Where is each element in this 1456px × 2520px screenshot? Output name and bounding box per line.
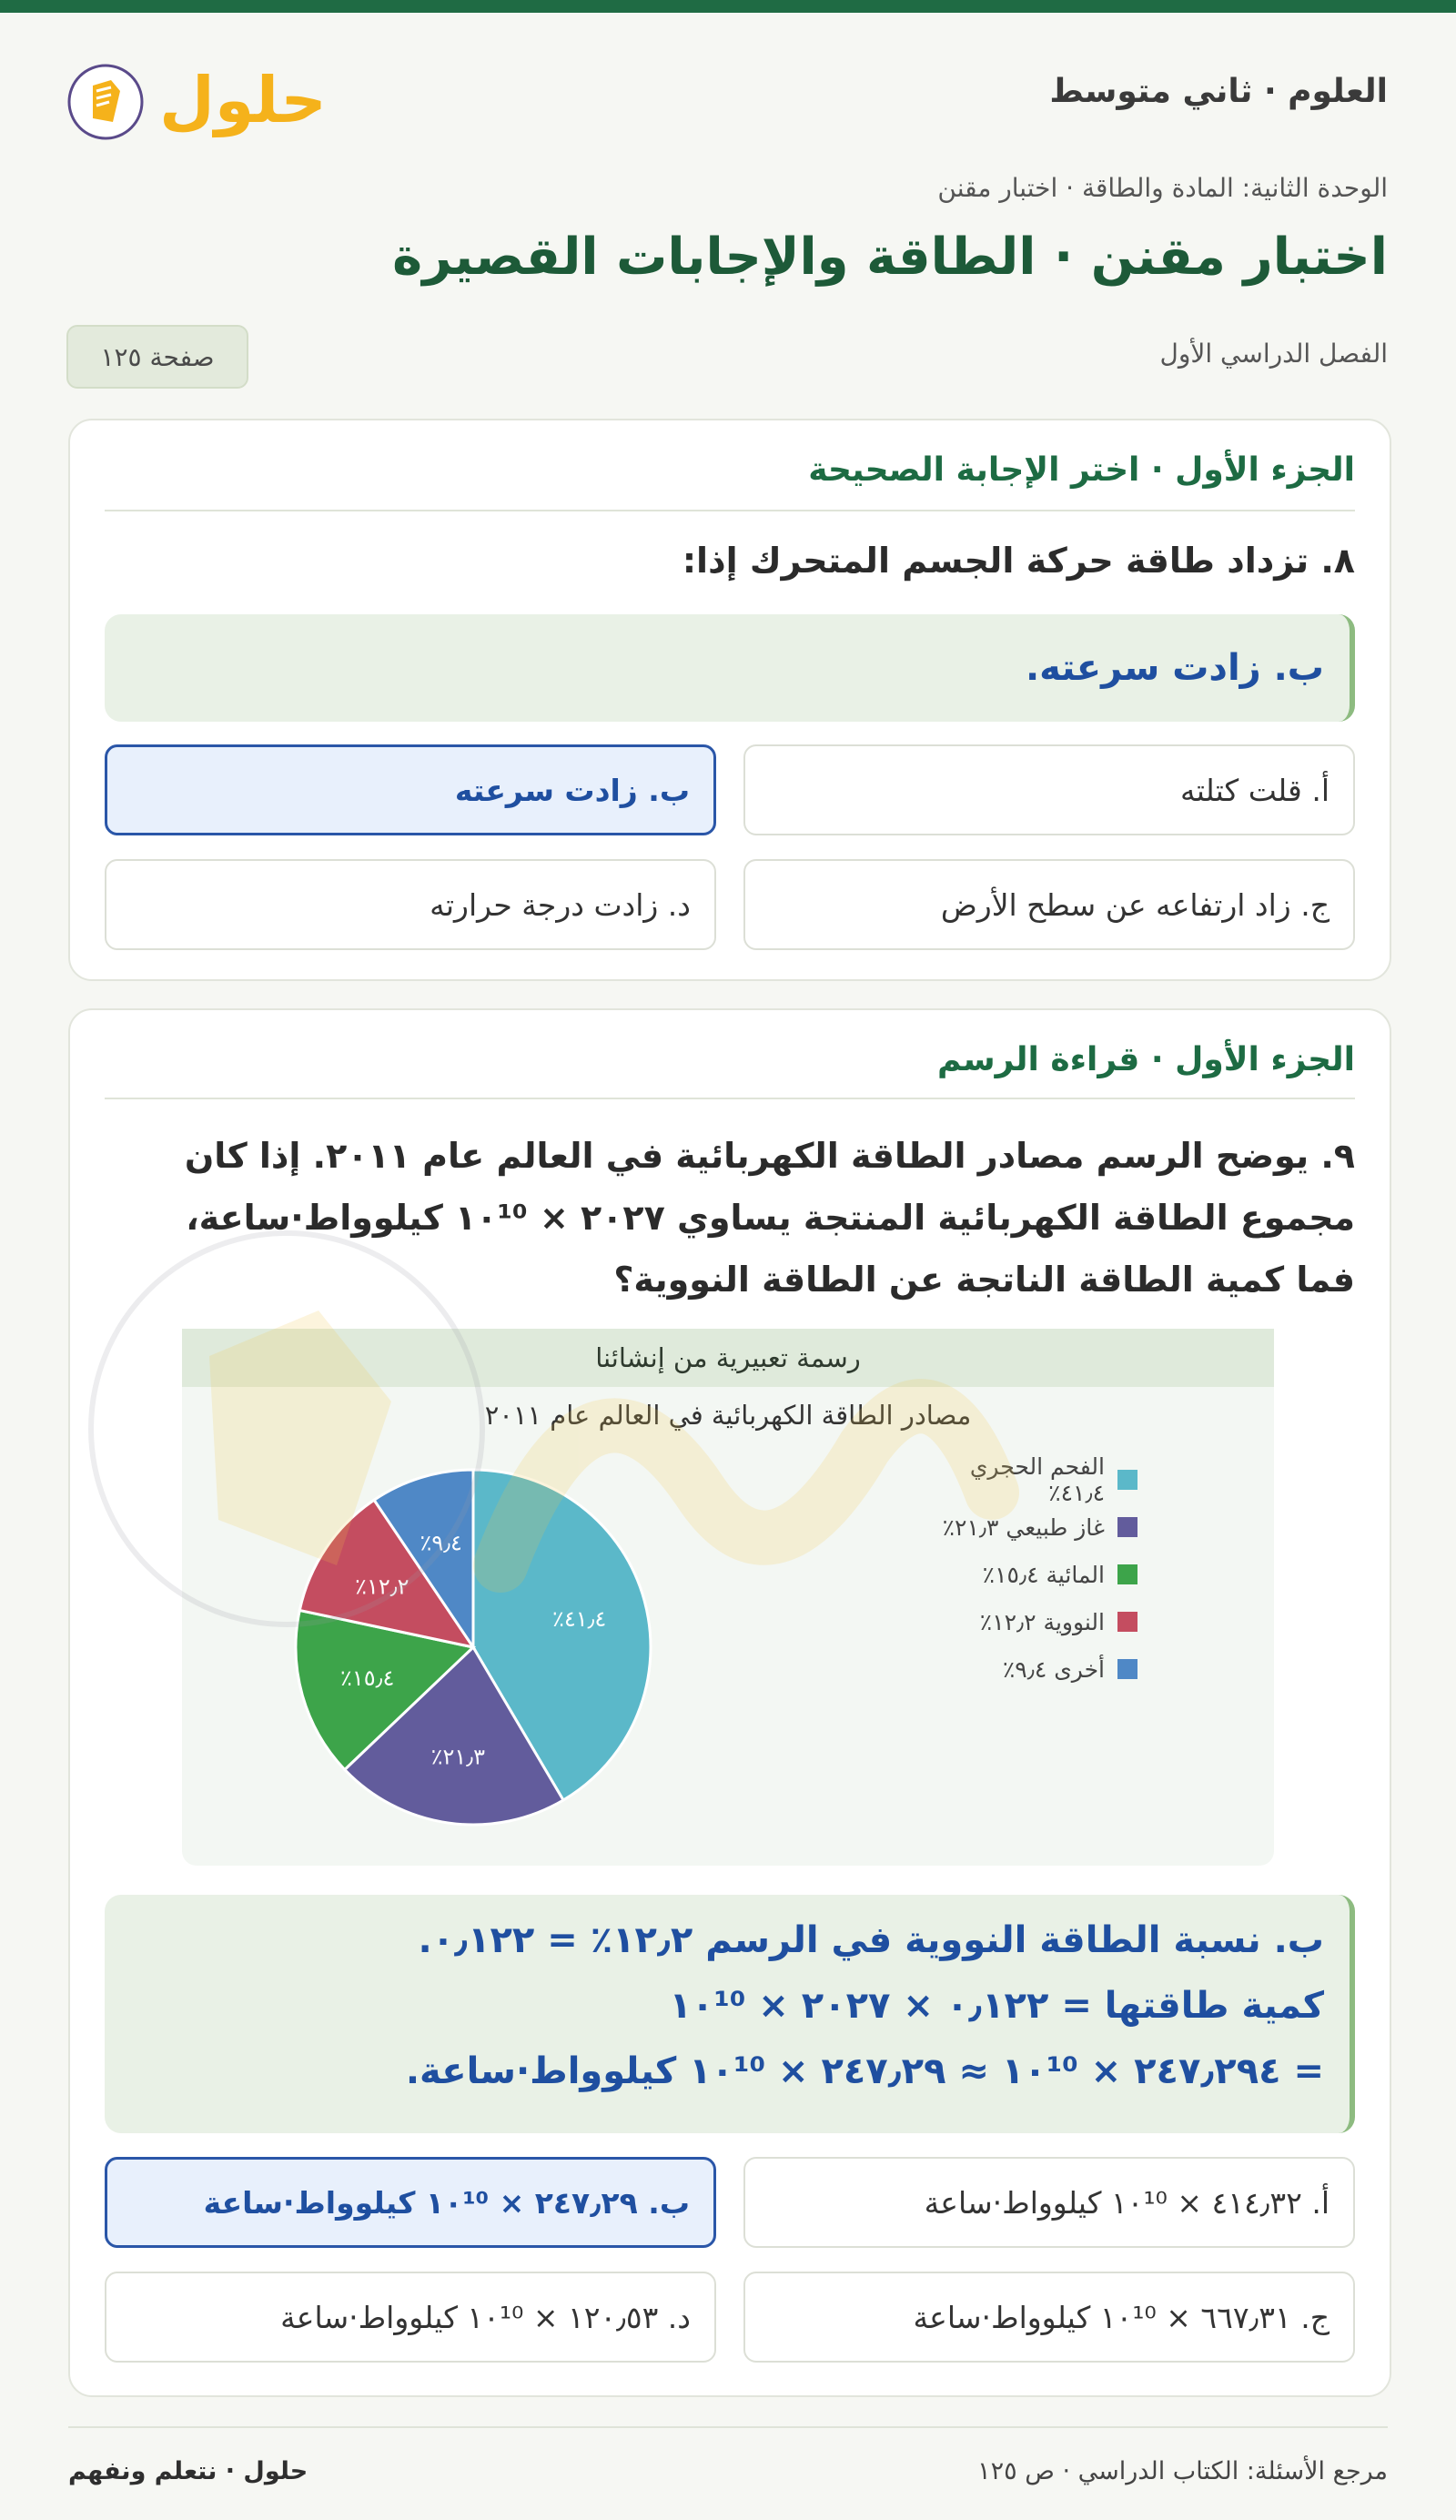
question-9-text [105, 1125, 1355, 1311]
logo[interactable] [66, 44, 327, 153]
slice-label: ١٥٫٤٪ [339, 1665, 395, 1691]
footer-reference: مرجع الأسئلة: الكتاب الدراسي · ص ١٢٥ [977, 2457, 1388, 2485]
subject-title: العلوم · ثاني متوسط [1049, 73, 1388, 110]
section-divider [105, 1098, 1355, 1099]
legend-item [937, 1551, 1138, 1598]
slice-label: ١٢٫٢٪ [355, 1574, 410, 1600]
question-8-text: ٨. تزداد طاقة حركة الجسم المتحرك إذا: [682, 541, 1355, 581]
legend-item [937, 1645, 1138, 1693]
legend-label: النووية ١٢٫٢٪ [979, 1608, 1105, 1635]
question-line: مجموع الطاقة الكهربائية المنتجة يساوي ٢٠٢٧ × ١٠¹⁰ كيلوواط·ساعة، [186, 1198, 1355, 1238]
footer-brand: حلول · نتعلم ونفهم [68, 2457, 308, 2485]
legend-swatch [1117, 1659, 1138, 1679]
legend-label: الفحم الحجري ٤١٫٤٪ [969, 1453, 1105, 1506]
legend-label: المائية ١٥٫٤٪ [982, 1561, 1105, 1588]
q8-option-d[interactable]: د. زادت درجة حرارته [105, 859, 716, 950]
legend-item [937, 1598, 1138, 1645]
logo-icon [66, 44, 327, 153]
legend-swatch [1117, 1517, 1138, 1537]
page-number-badge: صفحة ١٢٥ [66, 325, 248, 389]
q9-option-b[interactable]: ب. ٢٤٧٫٢٩ × ١٠¹⁰ كيلوواط·ساعة [105, 2157, 716, 2248]
page-title: اختبار مقنن · الطاقة والإجابات القصيرة [392, 228, 1388, 287]
footer-divider [68, 2426, 1388, 2428]
legend-label: غاز طبيعي ٢١٫٣٪ [942, 1513, 1105, 1541]
q8-option-c[interactable]: ج. زاد ارتفاعه عن سطح الأرض [743, 859, 1355, 950]
answer-line: كمية طاقتها = ٠٫١٢٢ × ٢٠٢٧ × ١٠¹⁰ [669, 1985, 1324, 2027]
question-8-card [68, 419, 1391, 981]
legend-swatch [1117, 1470, 1138, 1490]
svg-text:حلول: حلول [159, 63, 327, 137]
question-line: فما كمية الطاقة الناتجة عن الطاقة النووية؟ [613, 1260, 1355, 1300]
breadcrumb: الوحدة الثانية: المادة والطاقة · اختبار مقنن [937, 173, 1388, 203]
answer-line: ب. نسبة الطاقة النووية في الرسم ١٢٫٢٪ = ٠٫١٢٢. [418, 1919, 1324, 1961]
answer-line: = ٢٤٧٫٢٩٤ × ١٠¹⁰ ≈ ٢٤٧٫٢٩ × ١٠¹⁰ كيلوواط·ساعة. [405, 2050, 1324, 2092]
answer-text: ب. زادت سرعته. [1025, 647, 1324, 689]
q9-option-d[interactable]: د. ١٢٠٫٥٣ × ١٠¹⁰ كيلوواط·ساعة [105, 2272, 716, 2363]
pie-chart [182, 1329, 1274, 1866]
chart-title: مصادر الطاقة الكهربائية في العالم عام ٢٠١١ [484, 1400, 972, 1431]
q9-option-c[interactable]: ج. ٦٦٧٫٣١ × ١٠¹⁰ كيلوواط·ساعة [743, 2272, 1355, 2363]
slice-label: ٩٫٤٪ [420, 1530, 462, 1556]
q9-option-a[interactable]: أ. ٤١٤٫٣٢ × ١٠¹⁰ كيلوواط·ساعة [743, 2157, 1355, 2248]
top-accent-bar [0, 0, 1456, 13]
legend-item [937, 1503, 1138, 1551]
question-9-answer [105, 1895, 1355, 2133]
section-title-choice: الجزء الأول · اختر الإجابة الصحيحة [808, 451, 1355, 489]
question-8-answer [105, 614, 1355, 722]
slice-label: ٤١٫٤٪ [551, 1606, 607, 1633]
legend-swatch [1117, 1564, 1138, 1584]
section-title-graph: الجزء الأول · قراءة الرسم [936, 1041, 1355, 1078]
legend-label: أخرى ٩٫٤٪ [1002, 1655, 1105, 1683]
semester-label: الفصل الدراسي الأول [1159, 339, 1388, 369]
slice-label: ٢١٫٣٪ [430, 1744, 485, 1770]
legend-swatch [1117, 1612, 1138, 1632]
question-9-card [68, 1008, 1391, 2397]
question-line: ٩. يوضح الرسم مصادر الطاقة الكهربائية في العالم عام ٢٠١١. إذا كان [184, 1136, 1355, 1176]
chart-legend [937, 1453, 1138, 1693]
legend-item [937, 1453, 1138, 1506]
q8-option-b[interactable]: ب. زادت سرعته [105, 744, 716, 835]
chart-disclaimer: رسمة تعبيرية من إنشائنا [182, 1329, 1274, 1387]
q8-option-a[interactable]: أ. قلت كتلته [743, 744, 1355, 835]
section-divider [105, 510, 1355, 511]
